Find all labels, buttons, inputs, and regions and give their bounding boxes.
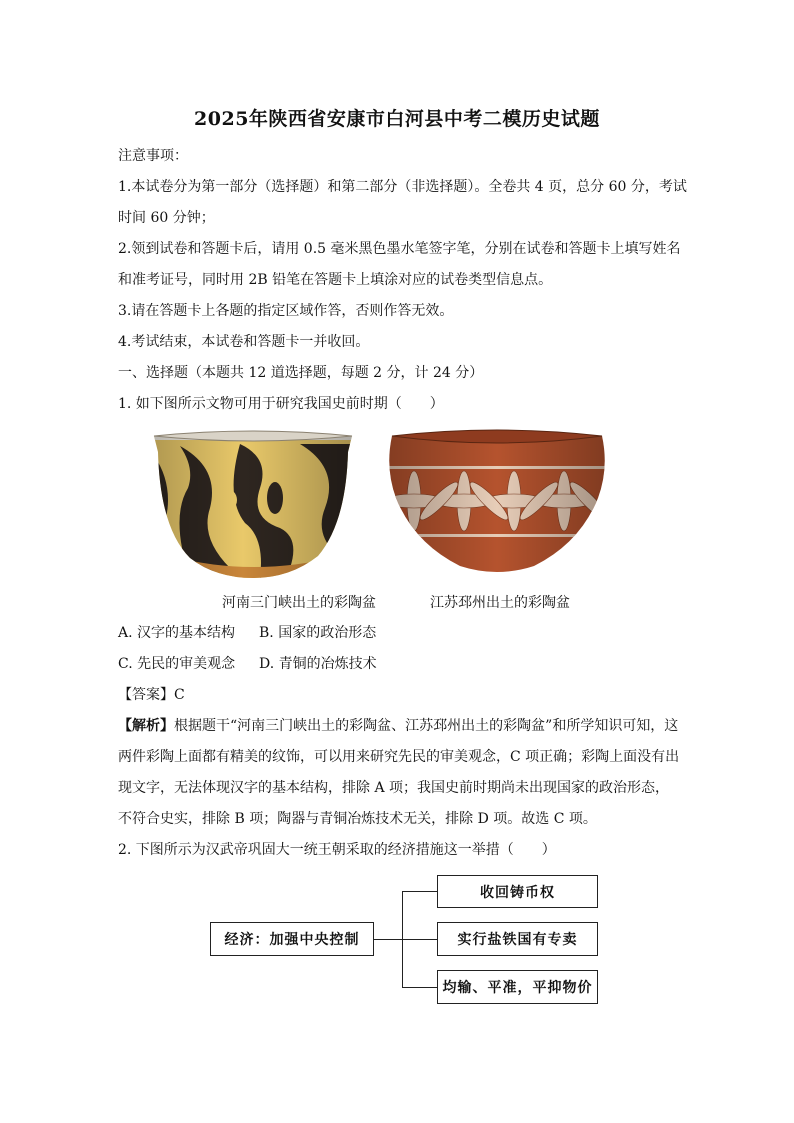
notice-item-2-line-1: 2.领到试卷和答题卡后，请用 0.5 毫米黑色墨水笔签字笔，分别在试卷和答题卡上填写姓名 <box>118 241 681 257</box>
diagram-connector <box>402 939 437 940</box>
diagram-branch-box: 实行盐铁国有专卖 <box>437 922 598 956</box>
notice-item-3: 3.请在答题卡上各题的指定区域作答，否则作答无效。 <box>118 303 454 319</box>
pottery-basin-jiangsu-image <box>384 428 610 578</box>
notice-heading: 注意事项： <box>118 148 188 164</box>
notice-item-2-line-2: 和准考证号，同时用 2B 铅笔在答题卡上填涂对应的试卷类型信息点。 <box>118 272 553 288</box>
analysis-line-2: 两件彩陶上面都有精美的纹饰，可以用来研究先民的审美观念，C 项正确；彩陶上面没有出 <box>118 749 680 765</box>
page-title: 2025年陕西省安康市白河县中考二模历史试题 <box>194 108 600 130</box>
notice-item-4: 4.考试结束，本试卷和答题卡一并收回。 <box>118 334 370 350</box>
diagram-connector <box>402 987 437 988</box>
diagram-branch-box: 收回铸币权 <box>437 875 598 908</box>
answer: 【答案】C <box>118 687 185 703</box>
analysis-line-3: 现文字，无法体现汉字的基本结构，排除 A 项；我国史前时期尚未出现国家的政治形态， <box>118 780 670 796</box>
analysis-line-4: 不符合史实，排除 B 项；陶器与青铜冶炼技术无关，排除 D 项。故选 C 项。 <box>118 811 597 827</box>
option-a: A. 汉字的基本结构 <box>118 625 236 641</box>
question-2-stem: 2. 下图所示为汉武帝巩固大一统王朝采取的经济措施这一举措（ ） <box>118 842 556 858</box>
diagram-branch-box: 均输、平准，平抑物价 <box>437 970 598 1004</box>
question-1-stem: 1. 如下图所示文物可用于研究我国史前时期（ ） <box>118 396 444 412</box>
diagram-connector <box>374 939 402 940</box>
notice-item-1-line-2: 时间 60 分钟； <box>118 210 215 226</box>
caption-jiangsu-basin: 江苏邳州出土的彩陶盆 <box>430 595 570 611</box>
notice-item-1-line-1: 1.本试卷分为第一部分（选择题）和第二部分（非选择题）。全卷共 4 页，总分 60 分，考试 <box>118 179 687 195</box>
option-d: D. 青铜的冶炼技术 <box>259 656 377 672</box>
option-c: C. 先民的审美观念 <box>118 656 236 672</box>
pottery-basin-henan-image <box>150 428 356 580</box>
analysis-line-1 <box>118 716 678 736</box>
caption-henan-basin: 河南三门峡出土的彩陶盆 <box>222 595 376 611</box>
diagram-root-box: 经济：加强中央控制 <box>210 922 374 956</box>
section-heading: 一、选择题（本题共 12 道选择题，每题 2 分，计 24 分） <box>118 365 484 381</box>
analysis-label: 【解析】 <box>118 718 174 734</box>
analysis-text-1: 根据题干“河南三门峡出土的彩陶盆、江苏邳州出土的彩陶盆”和所学知识可知，这 <box>174 718 679 734</box>
option-b: B. 国家的政治形态 <box>259 625 377 641</box>
diagram-connector <box>402 891 437 892</box>
